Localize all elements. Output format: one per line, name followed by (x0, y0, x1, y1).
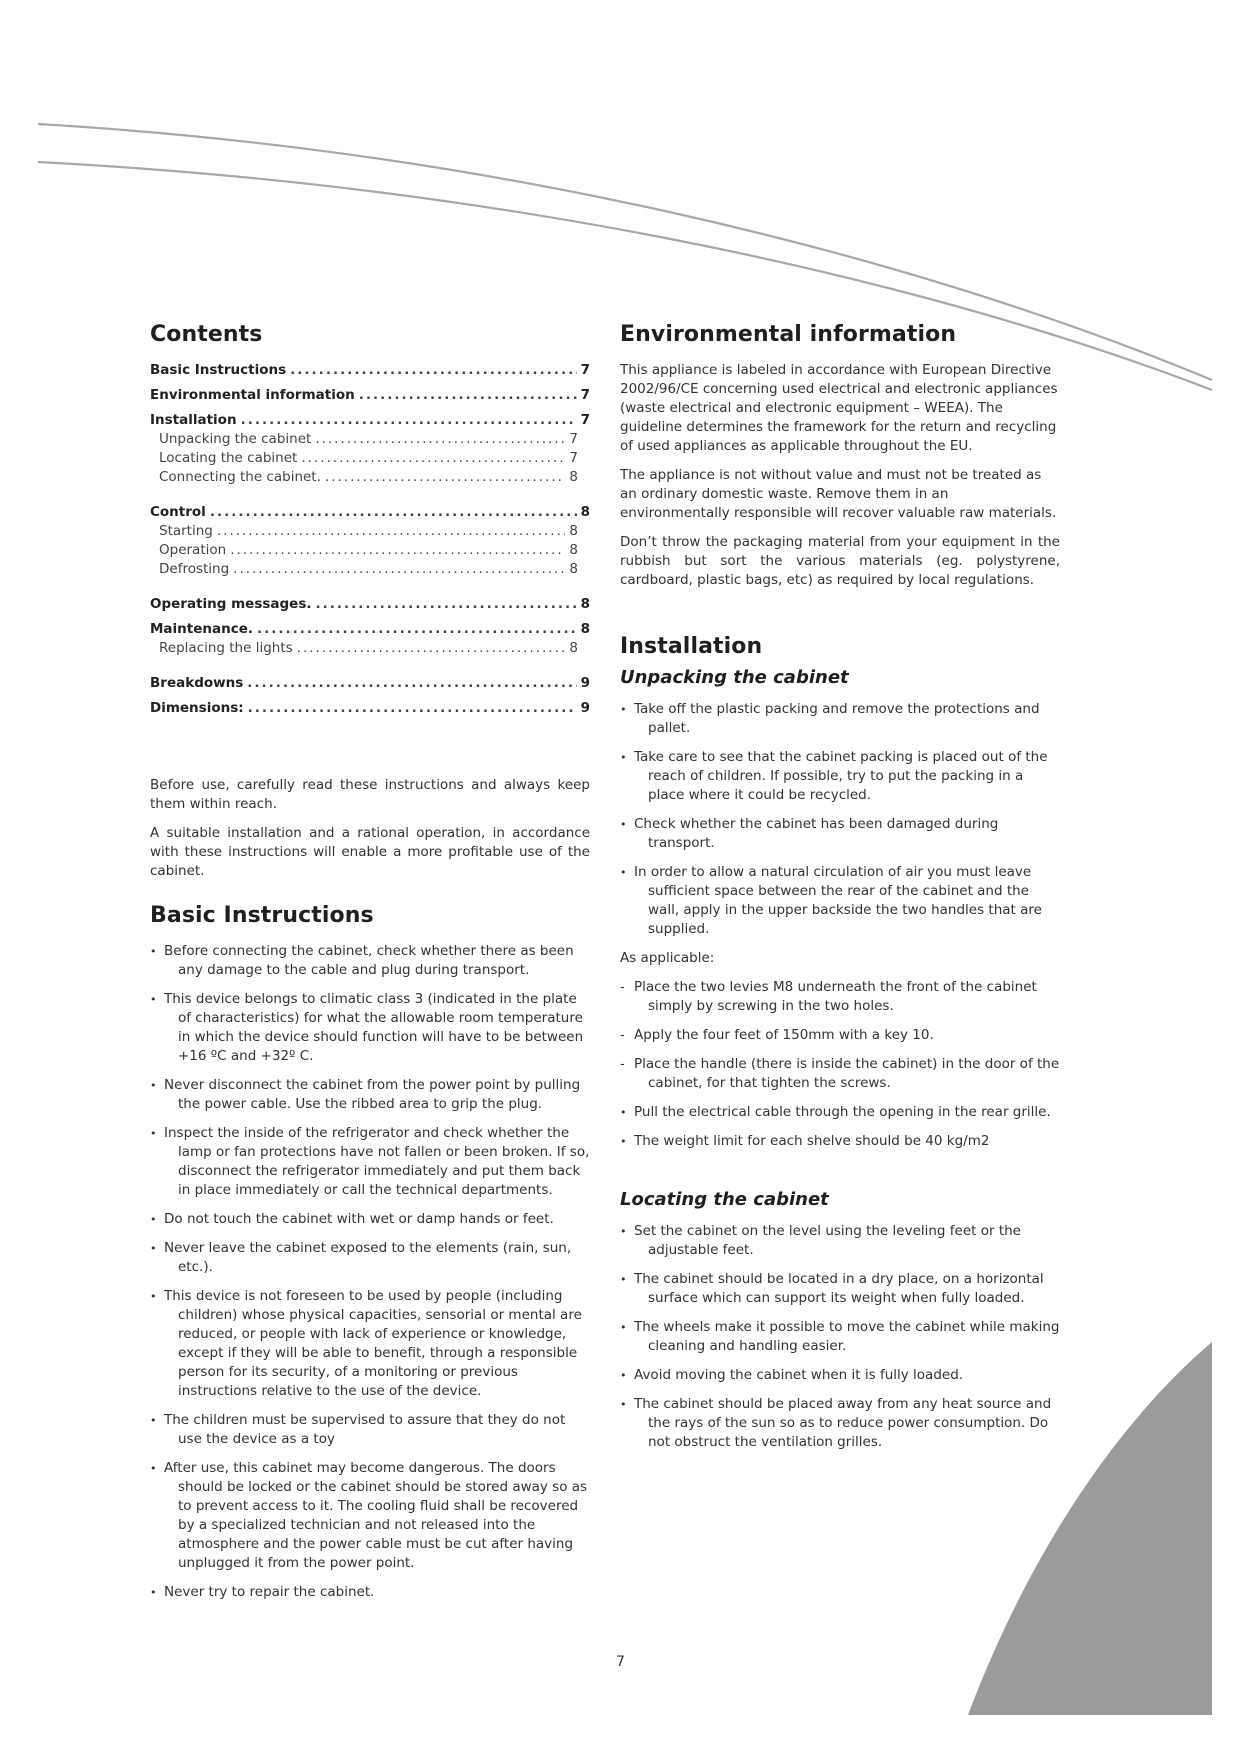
unpacking-more-list (620, 1103, 1060, 1151)
list-item: • The cabinet should be placed away from any heat source and the rays of the sun so as to reduce power consumption. Do not obstruct the ventilation grilles. (620, 1395, 1060, 1452)
list-item: • Check whether the cabinet has been damaged during transport. (620, 815, 1060, 853)
locating-list (620, 1222, 1060, 1452)
toc-row[interactable]: Starting ..... 8 (150, 522, 590, 541)
basic-instructions-list (150, 942, 590, 1602)
list-item: • Pull the electrical cable through the opening in the rear grille. (620, 1103, 1060, 1122)
list-item: • Take care to see that the cabinet packing is placed out of the reach of children. If possible, try to put the packing in a place where it could be recycled. (620, 748, 1060, 805)
page-number: 7 (616, 1654, 625, 1670)
list-item: • Never disconnect the cabinet from the power point by pulling the power cable. Use the ribbed area to grip the plug. (150, 1076, 590, 1114)
intro-paragraph: Before use, carefully read these instructions and always keep them within reach. (150, 777, 590, 812)
toc-row[interactable]: Environmental information ..... 7 (150, 386, 590, 405)
environment-paragraph: This appliance is labeled in accordance with European Directive 2002/96/CE concerning used electrical and electronic appliances (waste electrical and electronic equipment – WEEA). The guideline determines the framework for the return and recycling of used appliances as applicable throughout the EU. (620, 362, 1058, 454)
list-item: • After use, this cabinet may become dangerous. The doors should be locked or the cabinet should be stored away so as to prevent access to it. The cooling fluid shall be recovered by a specialized technician and not released into the atmosphere and the power cable must be cut after having unplugged it from the power point. (150, 1459, 590, 1573)
toc-row[interactable]: Replacing the lights ..... 8 (150, 639, 590, 658)
environmental-title: Environmental information (620, 322, 957, 347)
basic-instructions-title: Basic Instructions (150, 903, 374, 928)
list-item: • Set the cabinet on the level using the leveling feet or the adjustable feet. (620, 1222, 1060, 1260)
toc-row[interactable]: Operating messages. ..... 8 (150, 595, 590, 614)
list-item: - Apply the four feet of 150mm with a key 10. (620, 1026, 1060, 1045)
toc-row[interactable]: Operation ..... 8 (150, 541, 590, 560)
list-item: • Avoid moving the cabinet when it is fully loaded. (620, 1366, 1060, 1385)
list-item: • Inspect the inside of the refrigerator and check whether the lamp or fan protections have not fallen or been broken. If so, disconnect the refrigerator immediately and put them back in place immediately or call the technical departments. (150, 1124, 590, 1200)
list-item: • Never leave the cabinet exposed to the elements (rain, sun, etc.). (150, 1239, 590, 1277)
list-item: • Do not touch the cabinet with wet or damp hands or feet. (150, 1210, 590, 1229)
locating-title: Locating the cabinet (620, 1189, 829, 1210)
table-of-contents (150, 361, 590, 718)
toc-row[interactable]: Basic Instructions ..... 7 (150, 361, 590, 380)
environment-paragraph: The appliance is not without value and must not be treated as an ordinary domestic waste. Remove them in an environmentally responsible will recover valuable raw materials. (620, 467, 1057, 521)
intro-paragraph: A suitable installation and a rational operation, in accordance with these instructions will enable a more profitable use of the cabinet. (150, 825, 590, 879)
list-item: • In order to allow a natural circulation of air you must leave sufficient space between the rear of the cabinet and the wall, apply in the upper backside the two handles that are supplied. (620, 863, 1060, 939)
list-item: • The wheels make it possible to move the cabinet while making cleaning and handling easier. (620, 1318, 1060, 1356)
list-item: • The children must be supervised to assure that they do not use the device as a toy (150, 1411, 590, 1449)
left-column (150, 322, 590, 1612)
list-item: • The cabinet should be located in a dry place, on a horizontal surface which can support its weight when fully loaded. (620, 1270, 1060, 1308)
list-item: - Place the two levies M8 underneath the front of the cabinet simply by screwing in the two holes. (620, 978, 1060, 1016)
list-item: • This device belongs to climatic class 3 (indicated in the plate of characteristics) for what the allowable room temperature in which the device should function will have to be between +16 ºC and +32º C. (150, 990, 590, 1066)
toc-row[interactable]: Breakdowns ..... 9 (150, 674, 590, 693)
toc-row[interactable]: Maintenance. ..... 8 (150, 620, 590, 639)
toc-row[interactable]: Control ..... 8 (150, 503, 590, 522)
list-item: • Take off the plastic packing and remove the protections and pallet. (620, 700, 1060, 738)
unpacking-title: Unpacking the cabinet (620, 667, 849, 688)
toc-row[interactable]: Connecting the cabinet. ..... 8 (150, 468, 590, 487)
as-applicable-label: As applicable: (620, 950, 715, 966)
installation-title: Installation (620, 634, 763, 659)
environment-paragraph: Don’t throw the packaging material from your equipment in the rubbish but sort the various materials (eg. polystyrene, cardboard, plastic bags, etc) as required by local regulations. (620, 534, 1060, 588)
contents-title: Contents (150, 322, 263, 347)
list-item: • Before connecting the cabinet, check whether there as been any damage to the cable and plug during transport. (150, 942, 590, 980)
right-column (620, 322, 1060, 1462)
list-item: • This device is not foreseen to be used by people (including children) whose physical capacities, sensorial or mental are reduced, or people with lack of experience or knowledge, except if they will be able to benefit, through a responsible person for its security, of a monitoring or previous instructions relative to the use of the device. (150, 1287, 590, 1401)
applicable-list (620, 978, 1060, 1093)
unpacking-list (620, 700, 1060, 939)
toc-row[interactable]: Dimensions: ..... 9 (150, 699, 590, 718)
list-item: • The weight limit for each shelve should be 40 kg/m2 (620, 1132, 1060, 1151)
list-item: • Never try to repair the cabinet. (150, 1583, 590, 1602)
toc-row[interactable]: Installation ..... 7 (150, 411, 590, 430)
toc-row[interactable]: Locating the cabinet ..... 7 (150, 449, 590, 468)
list-item: - Place the handle (there is inside the cabinet) in the door of the cabinet, for that tighten the screws. (620, 1055, 1060, 1093)
toc-row[interactable]: Unpacking the cabinet ..... 7 (150, 430, 590, 449)
toc-row[interactable]: Defrosting ..... 8 (150, 560, 590, 579)
